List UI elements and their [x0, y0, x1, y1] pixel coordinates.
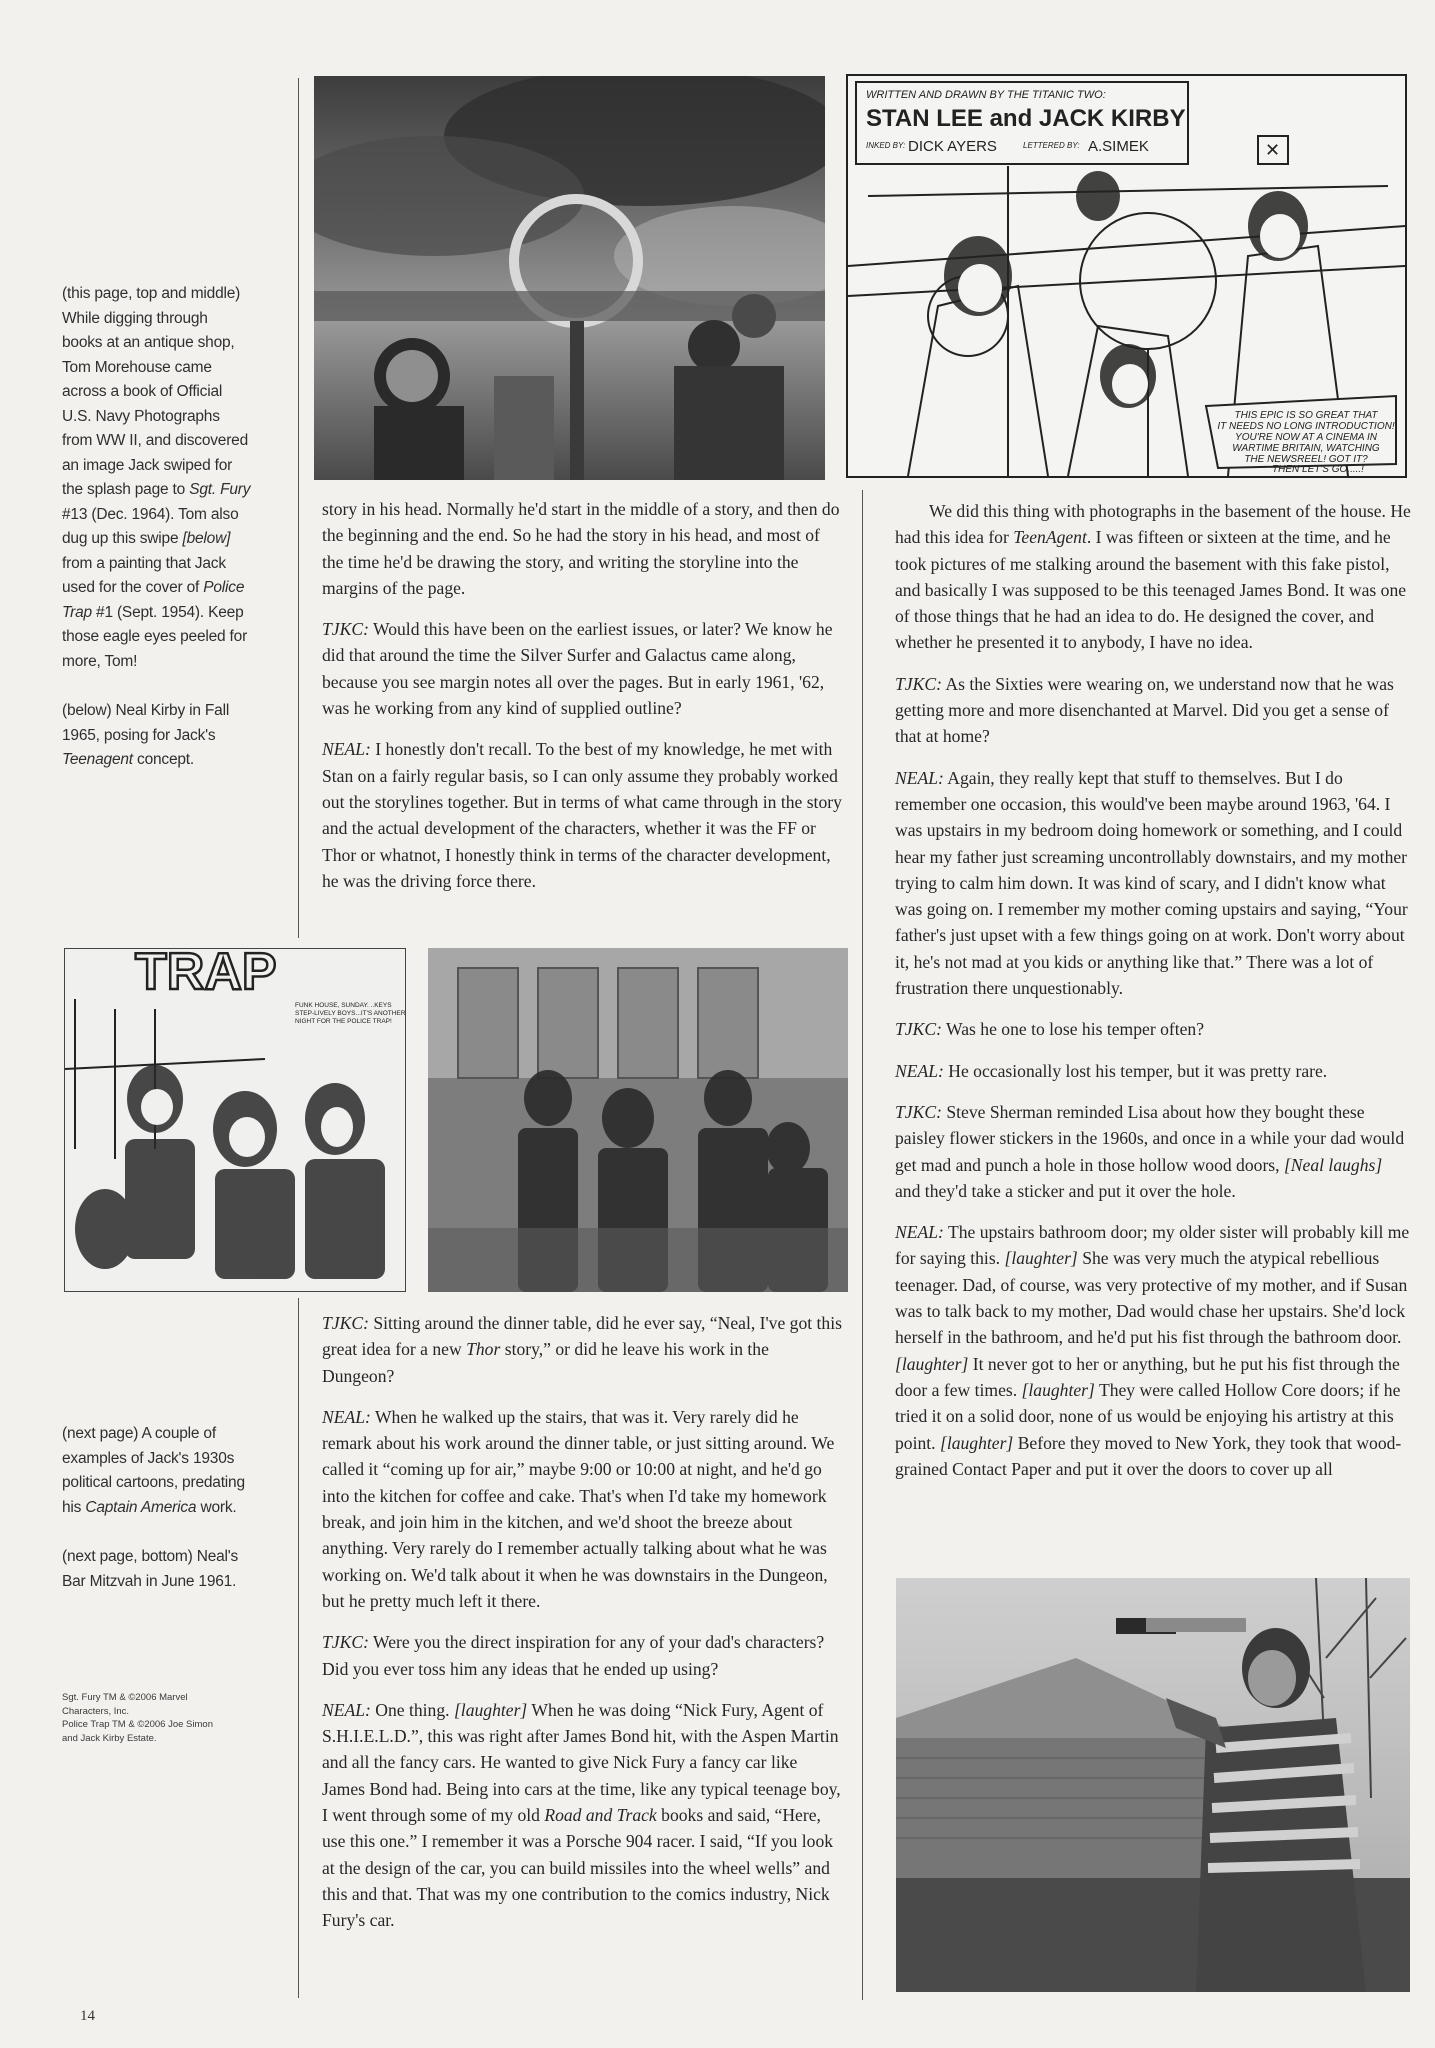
- paragraph: [895, 671, 1411, 750]
- comic-lettered-label: LETTERED BY:: [1023, 141, 1080, 150]
- svg-text:THE NEWSREEL! GOT IT?: THE NEWSREEL! GOT IT?: [1244, 454, 1368, 465]
- police-trap-comic: [64, 948, 406, 1292]
- italic-text: [laughter]: [895, 1353, 969, 1374]
- neal-kirby-teenagent-photo: [896, 1578, 1410, 1992]
- italic-text: Road and Track: [544, 1805, 657, 1826]
- paragraph: [322, 496, 842, 601]
- italic-text: [Neal laughs]: [1283, 1154, 1383, 1175]
- text-run: story,” or did he leave his work in the Dungeon?: [322, 1339, 769, 1386]
- sidebar-captions: [62, 282, 252, 798]
- italic-text: TJKC:: [895, 1019, 942, 1040]
- svg-text:FUNK HOUSE, SUNDAY. ..KEYS: FUNK HOUSE, SUNDAY. ..KEYS: [295, 1002, 392, 1009]
- italic-text: NEAL:: [895, 1060, 944, 1081]
- paragraph: [895, 765, 1411, 1002]
- svg-text:WARTIME BRITAIN, WATCHING: WARTIME BRITAIN, WATCHING: [1232, 443, 1380, 454]
- paragraph: [895, 1016, 1411, 1042]
- police-painting-photo: [428, 948, 848, 1292]
- svg-text:✕: ✕: [1265, 140, 1281, 161]
- right-column: [895, 498, 1411, 1497]
- svg-text:THIS EPIC IS SO GREAT THAT: THIS EPIC IS SO GREAT THAT: [1234, 410, 1378, 421]
- svg-text:YOU'RE NOW AT A CINEMA IN: YOU'RE NOW AT A CINEMA IN: [1235, 432, 1377, 443]
- text-run: When he walked up the stairs, that was it. Very rarely did he remark about his work around the dinner table, or just sitting around. We called it “coming up for air,” maybe 9:00 or 10:00 at night, and he'd go into the kitchen for coffee and cake. That's when I'd take my homework break, and join him in the kitchen, and we'd shoot the breeze about anything. Very rarely do I remember actually talking about what he was working on. We'd talk about it when he was downstairs in the Dungeon, but he pretty much left it there.: [322, 1406, 835, 1611]
- svg-text:IT NEEDS NO LONG INTRODUCTION!: IT NEEDS NO LONG INTRODUCTION!: [1217, 421, 1395, 432]
- caption-top-segment: #13 (Dec. 1964). Tom also dug up this swipe: [62, 505, 239, 547]
- svg-text:NIGHT FOR THE POLICE TRAP!: NIGHT FOR THE POLICE TRAP!: [295, 1018, 392, 1025]
- text-run: She was very much the atypical rebellious teenager. Dad, of course, was very protective of my mother, and if Susan was to talk back to my mother, Dad would chase her upstairs. She'd lock herself in the bathroom, and he'd put his fist through the bathroom door.: [895, 1248, 1408, 1348]
- text-run: When he was doing “Nick Fury, Agent of S.H.I.E.L.D.”, this was right after James Bond hit, with the Aspen Martin and all the fancy cars. He wanted to give Nick Fury a fancy car like James Bond had. Being into cars at the time, like any typical teenage boy, I went through some of my old: [322, 1699, 841, 1826]
- italic-text: [laughter]: [939, 1432, 1014, 1453]
- caption-top-segment: #1 (Sept. 1954). Keep those eagle eyes peeled for more, Tom!: [62, 603, 248, 670]
- italic-text: [laughter]: [453, 1699, 528, 1720]
- navy-photo: [314, 76, 825, 480]
- italic-text: NEAL:: [895, 1222, 944, 1243]
- paragraph: [322, 1697, 842, 1934]
- comic-inked-label: INKED BY:: [866, 141, 906, 150]
- page-number: 14: [80, 2008, 95, 2024]
- italic-text: TJKC:: [322, 1313, 369, 1333]
- italic-text: NEAL:: [322, 1406, 371, 1427]
- caption-next-page: (next page) A couple of examples of Jack's 1930s political cartoons, predating his Captain America work. (next page, bottom) Neal's Bar Mitzvah in June 1961.: [62, 1422, 252, 1619]
- column-rule-right: [862, 490, 863, 2000]
- paragraph: [895, 1058, 1411, 1084]
- column-rule-left-bottom: [298, 1298, 299, 1998]
- italic-text: Thor: [466, 1339, 501, 1360]
- middle-column-top: [322, 496, 842, 909]
- caption-bar-mitzvah: (next page, bottom) Neal's Bar Mitzvah in June 1961.: [62, 1548, 239, 1590]
- italic-text: TeenAgent: [1013, 527, 1087, 548]
- text-run: One thing.: [370, 1699, 454, 1720]
- text-run: Were you the direct inspiration for any of your dad's characters? Did you ever toss him any ideas that he ended up using?: [322, 1632, 825, 1679]
- text-run: story in his head. Normally he'd start in the middle of a story, and then do the beginning and the end. So he had the story in his head, and most of the time he'd be drawing the story, and writing the storyline into the margins of the page.: [322, 499, 840, 598]
- paragraph: [322, 616, 842, 721]
- italic-text: NEAL:: [322, 739, 371, 760]
- caption-top: [62, 282, 252, 674]
- caption-neal: (below) Neal Kirby in Fall 1965, posing for Jack's Teenagent concept.: [62, 702, 230, 768]
- caption-top-segment: (this page, top and middle) While digging through books at an antique shop, Tom Morehouse came across a book of Official U.S. Navy Photographs from WW II, and discovered an image Jack swiped for the splash page to: [62, 285, 249, 498]
- column-rule-left: [298, 78, 299, 938]
- caption-top-segment: Sgt. Fury: [189, 481, 251, 498]
- italic-text: [laughter]: [1021, 1379, 1095, 1400]
- paragraph: [322, 1629, 842, 1682]
- paragraph: [895, 1099, 1411, 1204]
- italic-text: NEAL:: [322, 1699, 371, 1720]
- comic-creator-names: STAN LEE and JACK KIRBY: [866, 105, 1186, 132]
- comic-letterer: A.SIMEK: [1088, 138, 1149, 155]
- svg-text:STEP-LIVELY BOYS...IT'S ANOTHE: STEP-LIVELY BOYS...IT'S ANOTHER: [295, 1010, 405, 1017]
- text-run: books and said, “Here, use this one.” I remember it was a Porsche 904 racer. I said, “If you look at the design of the car, you can build missiles into the wheel wells” and this and that. That was my one contribution to the comics industry, Nick Fury's car.: [322, 1805, 834, 1931]
- paragraph: [322, 736, 842, 894]
- text-run: Before they moved to New York, they took that wood-grained Contact Paper and put it over the doors to cover up all: [895, 1432, 1402, 1479]
- italic-text: TJKC:: [322, 1632, 369, 1653]
- paragraph: [895, 498, 1411, 656]
- text-run: I honestly don't recall. To the best of my knowledge, he met with Stan on a fairly regular basis, so I can only assume they probably worked out the storylines together. But in terms of what came through in the story and the actual development of the characters, whether it was the FF or Thor or whatnot, I honestly think in terms of the character development, he was the driving force there.: [322, 739, 842, 891]
- text-run: The upstairs bathroom door; my older sister will probably kill me for saying this.: [895, 1222, 1410, 1269]
- middle-column-bottom: [322, 1310, 842, 1949]
- text-run: We did this thing with photographs in the basement of the house. He had this idea for: [895, 501, 1411, 548]
- italic-text: NEAL:: [895, 767, 944, 788]
- svg-text:THEN LET'S GO.....!: THEN LET'S GO.....!: [1272, 464, 1364, 475]
- text-run: Would this have been on the earliest issues, or later? We know he did that around the time the Silver Surfer and Galactus came along, because you see margin notes all over the pages. But in early 1961, '62, was he working from any kind of supplied outline?: [322, 619, 833, 719]
- paragraph: [322, 1310, 842, 1389]
- text-run: Steve Sherman reminded Lisa about how they bought these paisley flower stickers in the 1960s, and once in a while your dad would get mad and punch a hole in those hollow wood doors,: [895, 1101, 1405, 1175]
- text-run: It never got to her or anything, but he put his fist through the door a few times.: [895, 1353, 1400, 1400]
- italic-text: TJKC:: [895, 1101, 942, 1122]
- text-run: Again, they really kept that stuff to themselves. But I do remember one occasion, this would've been maybe around 1963, '64. I was upstairs in my bedroom doing homework or something, and I could hear my father just screaming uncontrollably downstairs, and my mother trying to calm him down. It was kind of scary, and I didn't know what was going on. I remember my mother coming upstairs and saying, “Your father's just upset with a few things going on at work. Don't worry about it, he's not mad at you kids or anything like that.” There was a lot of frustration there unquestionably.: [895, 767, 1408, 999]
- text-run: . I was fifteen or sixteen at the time, and he took pictures of me stalking around the basement with this fake pistol, and basically I was supposed to be this teenaged James Bond. It was one of those things that he had an idea to do. He designed the cover, and whether he presented it to anybody, I have no idea.: [895, 527, 1407, 653]
- text-run: He occasionally lost his temper, but it was pretty rare.: [943, 1060, 1328, 1081]
- caption-top-segment: [below]: [182, 530, 231, 547]
- italic-text: TJKC:: [322, 619, 369, 640]
- text-run: and they'd take a sticker and put it over the hole.: [895, 1180, 1236, 1201]
- text-run: Was he one to lose his temper often?: [941, 1019, 1205, 1040]
- paragraph: [322, 1404, 842, 1614]
- sgt-fury-splash-comic: [846, 74, 1407, 478]
- police-trap-title: TRAP: [135, 949, 277, 1001]
- caption-top-segment: from a painting that Jack used for the cover of: [62, 554, 226, 596]
- text-run: They were called Hollow Core doors; if he tried it on a solid door, none of us would be enjoying his artistry at this point.: [895, 1379, 1401, 1453]
- paragraph: [895, 1219, 1411, 1482]
- caption-top-segment: Police Trap: [62, 579, 245, 621]
- italic-text: [laughter]: [1004, 1248, 1078, 1269]
- text-run: As the Sixties were wearing on, we understand now that he was getting more and more disenchanted at Marvel. Did you get a sense of that at home?: [895, 673, 1394, 747]
- italic-text: TJKC:: [895, 673, 942, 694]
- text-run: Sitting around the dinner table, did he ever say, “Neal, I've got this great idea for a new: [322, 1313, 842, 1360]
- comic-written-by: WRITTEN AND DRAWN BY THE TITANIC TWO:: [866, 89, 1106, 101]
- copyright-credits: Sgt. Fury TM & ©2006 Marvel Characters, Inc. Police Trap TM & ©2006 Joe Simon and Jack Kirby Estate.: [62, 1692, 213, 1744]
- comic-inker: DICK AYERS: [908, 138, 997, 155]
